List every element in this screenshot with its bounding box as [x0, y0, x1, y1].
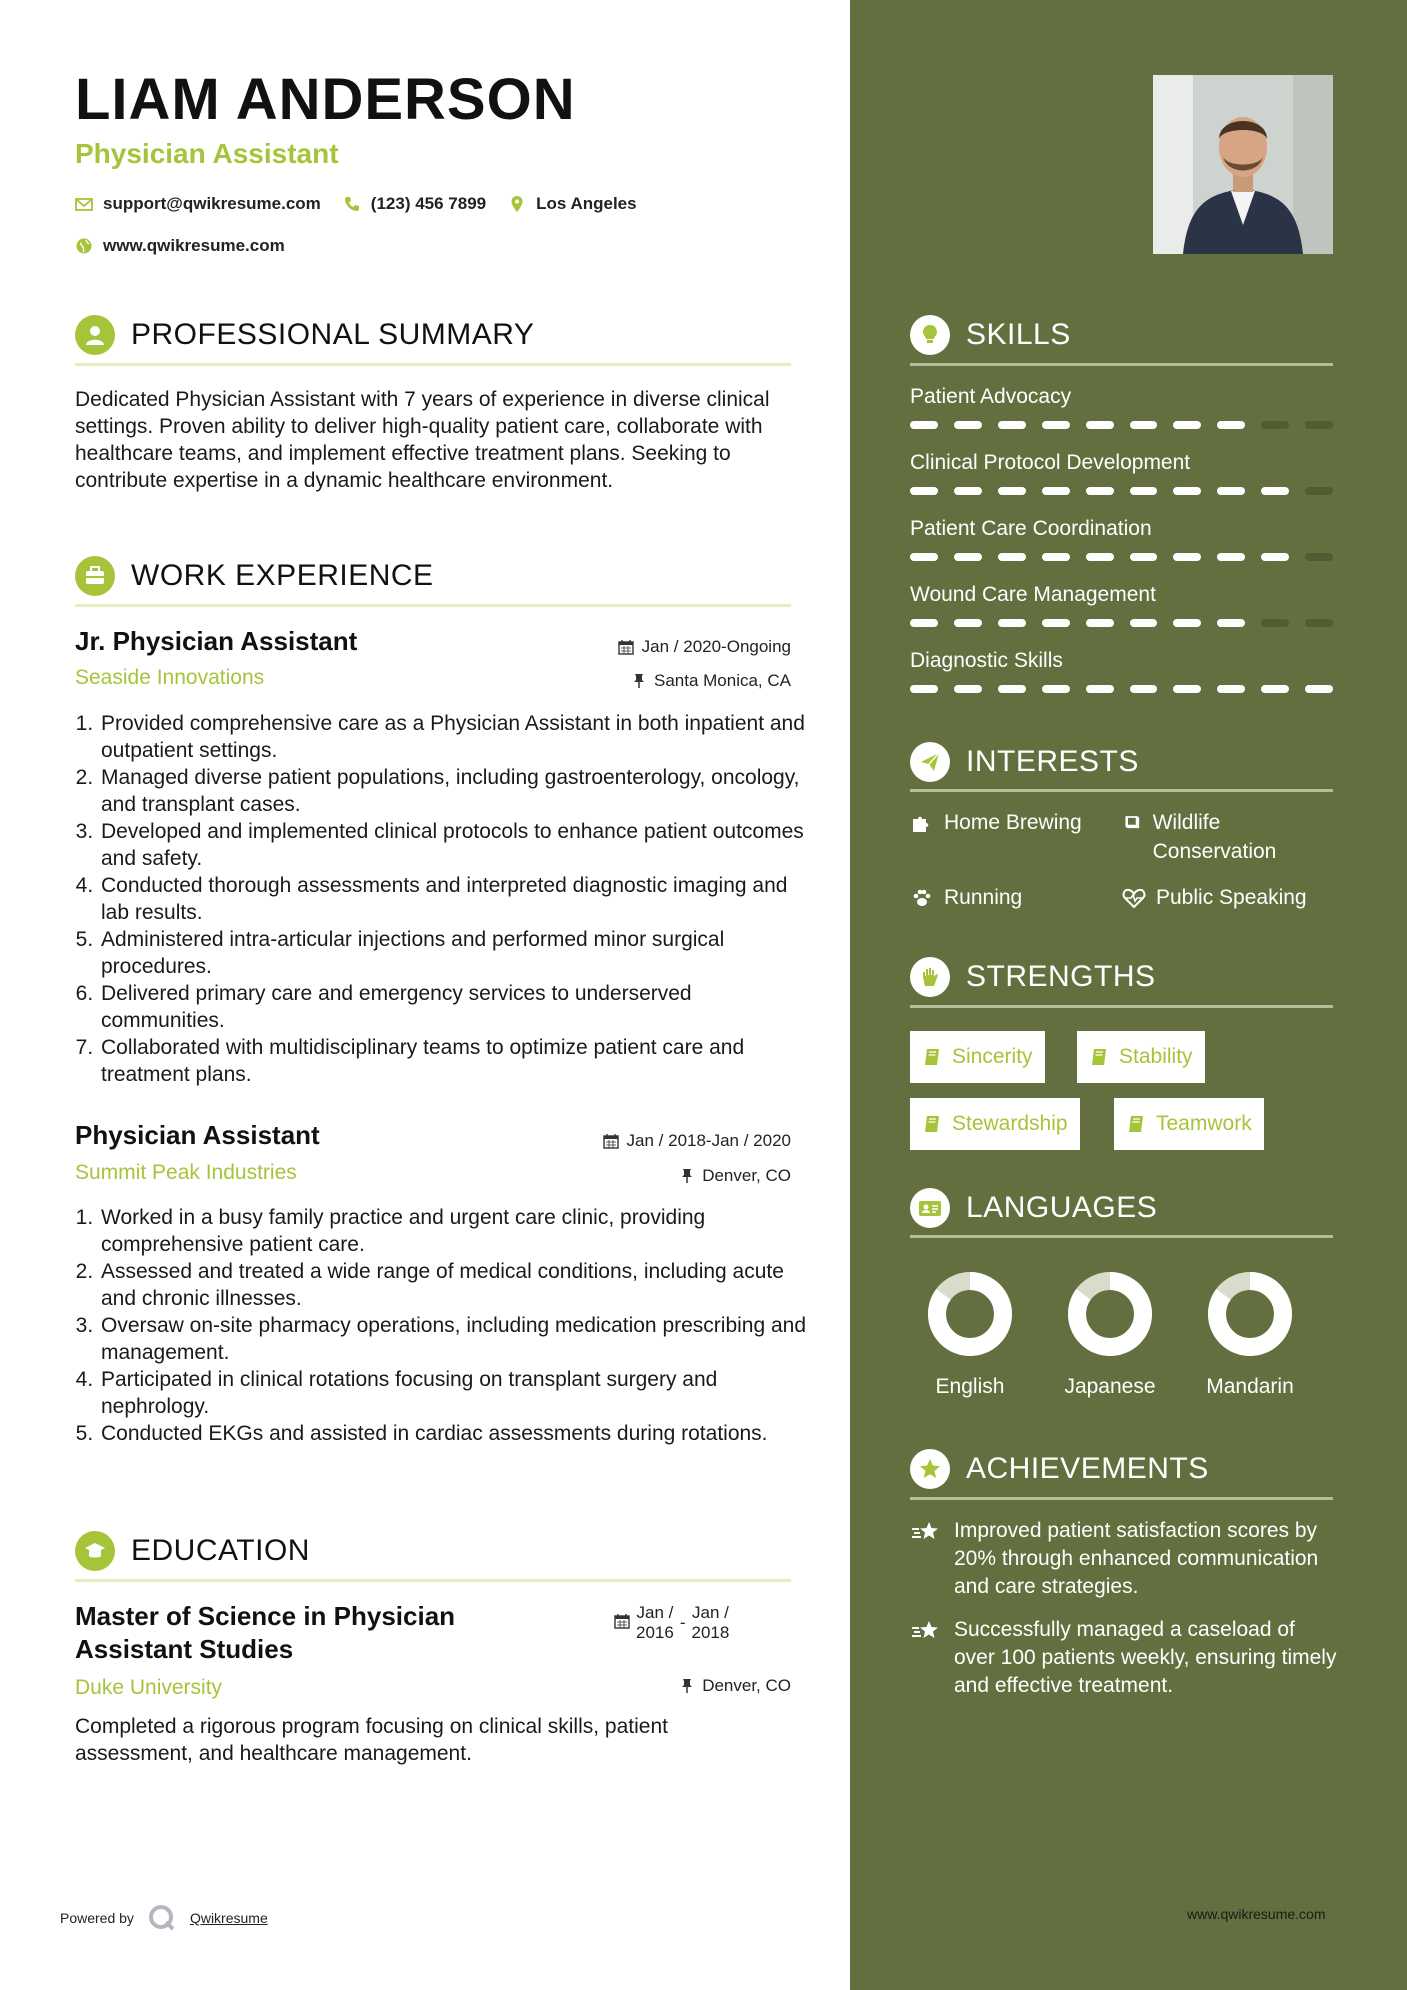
rating-dot	[1042, 487, 1070, 495]
qwikresume-link[interactable]: Qwikresume	[189, 1910, 268, 1926]
achievement-text: Improved patient satisfaction scores by 20% through enhanced communication and care strategies.	[954, 1519, 1319, 1598]
edu-start	[636, 1603, 674, 1643]
experience-header	[75, 556, 434, 596]
rating-dot	[1086, 421, 1114, 429]
achievements-divider	[910, 1497, 1333, 1500]
language-item	[1050, 1270, 1170, 1399]
location-pin-icon	[508, 195, 526, 213]
interest-home-brewing	[910, 808, 1110, 837]
book-icon	[922, 1047, 942, 1067]
job-1-responsibilities	[75, 710, 815, 1088]
strengths-divider	[910, 1005, 1333, 1008]
job-2-dates	[603, 1131, 791, 1151]
rating-dot	[1086, 487, 1114, 495]
email-link[interactable]: support@qwikresume.com	[103, 194, 321, 213]
summary-header	[75, 315, 534, 355]
rating-dot	[998, 619, 1026, 627]
pushpin-icon	[680, 1678, 694, 1694]
language-label: Mandarin	[1206, 1375, 1294, 1398]
achievement-item	[910, 1517, 1337, 1601]
portrait-illustration	[1153, 75, 1333, 254]
rating-dot	[1130, 619, 1158, 627]
calendar-icon	[614, 1613, 630, 1629]
rating-dot	[910, 685, 938, 693]
hand-icon	[910, 957, 950, 997]
lightbulb-icon	[910, 315, 950, 355]
rating-dot	[1217, 685, 1245, 693]
rating-dot	[1173, 487, 1201, 495]
language-item	[1190, 1270, 1310, 1399]
book-icon	[1089, 1047, 1109, 1067]
skill-rating	[910, 487, 1333, 495]
skill-label: Wound Care Management	[910, 583, 1156, 606]
rating-dot	[910, 487, 938, 495]
edu-start-month: Jan /	[636, 1603, 674, 1622]
education-location	[680, 1676, 791, 1696]
rating-dot	[910, 553, 938, 561]
id-card-icon	[910, 1188, 950, 1228]
job-2-dates-text: Jan / 2018-Jan / 2020	[626, 1131, 791, 1150]
interests-header	[910, 742, 1139, 782]
rating-dot	[1130, 553, 1158, 561]
rating-dot	[1042, 421, 1070, 429]
rating-dot	[954, 553, 982, 561]
achievements-heading: ACHIEVEMENTS	[966, 1452, 1209, 1485]
person-icon	[75, 315, 115, 355]
rating-dot	[1261, 487, 1289, 495]
interest-public-speaking	[1122, 883, 1337, 912]
language-label: Japanese	[1064, 1375, 1156, 1398]
rating-dot	[954, 487, 982, 495]
education-location-text: Denver, CO	[702, 1676, 791, 1695]
language-donut	[910, 1270, 1030, 1360]
globe-icon	[75, 237, 93, 255]
interests-divider	[910, 789, 1333, 792]
rating-dot	[910, 421, 938, 429]
job-2-location-text: Denver, CO	[702, 1166, 791, 1185]
job-1-role: Jr. Physician Assistant	[75, 626, 358, 656]
candidate-name: LIAM ANDERSON	[75, 67, 576, 132]
list-item: 3. Developed and implemented clinical protocols to enhance patient outcomes and safety.	[99, 818, 815, 872]
list-item: 5. Administered intra-articular injections and performed minor surgical procedures.	[99, 926, 815, 980]
languages-list	[910, 1270, 1333, 1410]
list-item: 2. Managed diverse patient populations, including gastroenterology, oncology, and transplant cases.	[99, 764, 815, 818]
degree-line-1: Master of Science in Physician	[75, 1601, 456, 1631]
skill-label: Diagnostic Skills	[910, 649, 1063, 672]
phone-icon	[343, 195, 361, 213]
summary-heading: PROFESSIONAL SUMMARY	[131, 318, 535, 351]
skill-row	[910, 517, 1333, 583]
rating-dot	[1305, 619, 1333, 627]
candidate-title: Physician Assistant	[75, 138, 339, 169]
rating-dot	[1042, 619, 1070, 627]
job-2-responsibilities	[75, 1204, 815, 1447]
strength-label: Sincerity	[952, 1045, 1033, 1068]
shooting-star-icon	[910, 1618, 942, 1646]
summary-text: Dedicated Physician Assistant with 7 years of experience in diverse clinical settings. Proven ability to deliver high-quality patient care, collaborate with healthcare teams, and implement effective treatment plans. Seeking to contribute expertise in a dynamic healthcare environment.	[75, 388, 770, 492]
job-2-company: Summit Peak Industries	[75, 1161, 297, 1184]
strength-label: Teamwork	[1156, 1112, 1252, 1135]
rating-dot	[1261, 421, 1289, 429]
list-item: 3. Oversaw on-site pharmacy operations, including medication prescribing and management.	[99, 1312, 815, 1366]
job-1-location	[632, 671, 791, 691]
skill-row	[910, 583, 1333, 649]
interest-label: Running	[944, 886, 1023, 909]
rating-dot	[1173, 685, 1201, 693]
profile-photo	[1153, 75, 1333, 254]
experience-heading: WORK EXPERIENCE	[131, 559, 434, 592]
pushpin-icon	[680, 1168, 694, 1184]
list-item: 4. Conducted thorough assessments and interpreted diagnostic imaging and lab results.	[99, 872, 815, 926]
rating-dot	[954, 421, 982, 429]
rating-dot	[1086, 619, 1114, 627]
achievement-text: Successfully managed a caseload of over 100 patients weekly, ensuring timely and effective treatment.	[954, 1618, 1337, 1697]
rating-dot	[954, 685, 982, 693]
rating-dot	[1261, 619, 1289, 627]
footer-website[interactable]: www.qwikresume.com	[1187, 1906, 1326, 1922]
rating-dot	[1130, 487, 1158, 495]
language-donut	[1190, 1270, 1310, 1360]
rating-dot	[1086, 685, 1114, 693]
achievement-item	[910, 1616, 1337, 1700]
rating-dot	[998, 553, 1026, 561]
job-2-location	[680, 1166, 791, 1186]
rating-dot	[1130, 685, 1158, 693]
rating-dot	[954, 619, 982, 627]
skills-list	[910, 385, 1333, 715]
skills-divider	[910, 363, 1333, 366]
puzzle-icon	[910, 811, 934, 835]
paw-icon	[910, 886, 934, 910]
rating-dot	[1261, 685, 1289, 693]
summary-divider	[75, 363, 791, 366]
degree-line-2: Assistant Studies	[75, 1634, 294, 1664]
rating-dot	[1217, 421, 1245, 429]
skill-rating	[910, 553, 1333, 561]
rating-dot	[1042, 553, 1070, 561]
footer-powered	[60, 1904, 268, 1932]
languages-heading: LANGUAGES	[966, 1191, 1158, 1224]
experience-divider	[75, 604, 791, 607]
skills-heading: SKILLS	[966, 318, 1071, 351]
qwikresume-logo-icon	[148, 1904, 176, 1932]
strength-tag	[910, 1098, 1080, 1150]
job-1-location-text: Santa Monica, CA	[653, 671, 791, 690]
achievements-header	[910, 1449, 1209, 1489]
graduation-icon	[75, 1531, 115, 1571]
phone-number[interactable]: (123) 456 7899	[370, 194, 487, 213]
skills-header	[910, 315, 1071, 355]
education-description: Completed a rigorous program focusing on clinical skills, patient assessment, and healthcare management.	[75, 1715, 668, 1765]
strengths-heading: STRENGTHS	[966, 960, 1156, 993]
envelope-icon	[75, 195, 93, 213]
list-item: 4. Participated in clinical rotations focusing on transplant surgery and nephrology.	[99, 1366, 815, 1420]
strength-tag	[1114, 1098, 1264, 1150]
skill-label: Patient Care Coordination	[910, 517, 1152, 540]
list-item: 5. Conducted EKGs and assisted in cardiac assessments during rotations.	[99, 1420, 815, 1447]
rating-dot	[1173, 421, 1201, 429]
skill-row	[910, 451, 1333, 517]
strength-label: Stability	[1119, 1045, 1193, 1068]
rating-dot	[1305, 421, 1333, 429]
school-name: Duke University	[75, 1676, 223, 1699]
job-1-dates	[618, 637, 791, 657]
interest-label: Public Speaking	[1156, 886, 1307, 909]
contact-row	[75, 194, 637, 214]
rating-dot	[1305, 553, 1333, 561]
location-text: Los Angeles	[536, 194, 637, 213]
language-donut	[1050, 1270, 1170, 1360]
languages-divider	[910, 1235, 1333, 1238]
list-item: 6. Delivered primary care and emergency services to underserved communities.	[99, 980, 815, 1034]
strengths-header	[910, 957, 1156, 997]
calendar-icon	[603, 1133, 619, 1149]
rating-dot	[1305, 685, 1333, 693]
education-header	[75, 1531, 310, 1571]
rating-dot	[998, 421, 1026, 429]
strength-tag	[1077, 1031, 1205, 1083]
paper-plane-icon	[910, 742, 950, 782]
degree-title	[75, 1600, 455, 1666]
job-1-dates-text: Jan / 2020-Ongoing	[641, 637, 791, 656]
list-item: 1. Provided comprehensive care as a Physician Assistant in both inpatient and outpatient settings.	[99, 710, 815, 764]
book-icon	[1126, 1114, 1146, 1134]
rating-dot	[1173, 619, 1201, 627]
education-heading: EDUCATION	[131, 1534, 310, 1567]
star-badge-icon	[910, 1449, 950, 1489]
rating-dot	[998, 487, 1026, 495]
language-item	[910, 1270, 1030, 1399]
rating-dot	[1042, 685, 1070, 693]
interest-label: Home Brewing	[944, 811, 1082, 834]
interests-heading: INTERESTS	[966, 745, 1139, 778]
skill-label: Patient Advocacy	[910, 385, 1072, 408]
strength-tag	[910, 1031, 1045, 1083]
interest-label: Wildlife Conservation	[1152, 811, 1277, 863]
education-divider	[75, 1579, 791, 1582]
edu-end	[692, 1603, 730, 1643]
strength-label: Stewardship	[952, 1112, 1068, 1135]
rating-dot	[1261, 553, 1289, 561]
website-row	[75, 236, 285, 256]
skill-rating	[910, 421, 1333, 429]
rating-dot	[1305, 487, 1333, 495]
list-item: 2. Assessed and treated a wide range of medical conditions, including acute and chronic illnesses.	[99, 1258, 815, 1312]
book-icon	[1122, 811, 1143, 835]
powered-by-label: Powered by	[60, 1910, 134, 1926]
education-dates	[614, 1603, 729, 1643]
skill-row	[910, 649, 1333, 715]
edu-end-month: Jan /	[691, 1603, 729, 1622]
rating-dot	[998, 685, 1026, 693]
rating-dot	[1217, 553, 1245, 561]
skill-row	[910, 385, 1333, 451]
edu-start-year: 2016	[636, 1623, 674, 1642]
language-label: English	[935, 1375, 1005, 1398]
job-2-role: Physician Assistant	[75, 1120, 320, 1150]
rating-dot	[910, 619, 938, 627]
interest-wildlife	[1122, 808, 1322, 866]
skill-rating	[910, 619, 1333, 627]
job-1-company: Seaside Innovations	[75, 666, 265, 689]
shooting-star-icon	[910, 1519, 942, 1547]
rating-dot	[1086, 553, 1114, 561]
edu-dash: -	[679, 1613, 686, 1632]
interest-running	[910, 883, 1110, 912]
website-link[interactable]: www.qwikresume.com	[103, 236, 285, 255]
rating-dot	[1130, 421, 1158, 429]
rating-dot	[1217, 619, 1245, 627]
languages-header	[910, 1188, 1157, 1228]
heartbeat-icon	[1122, 886, 1146, 910]
briefcase-icon	[75, 556, 115, 596]
calendar-icon	[618, 639, 634, 655]
skill-rating	[910, 685, 1333, 693]
list-item: 7. Collaborated with multidisciplinary teams to optimize patient care and treatment plans.	[99, 1034, 815, 1088]
rating-dot	[1173, 553, 1201, 561]
pushpin-icon	[632, 673, 646, 689]
skill-label: Clinical Protocol Development	[910, 451, 1191, 474]
edu-end-year: 2018	[691, 1623, 730, 1642]
list-item: 1. Worked in a busy family practice and urgent care clinic, providing comprehensive patient care.	[99, 1204, 815, 1258]
book-icon	[922, 1114, 942, 1134]
rating-dot	[1217, 487, 1245, 495]
